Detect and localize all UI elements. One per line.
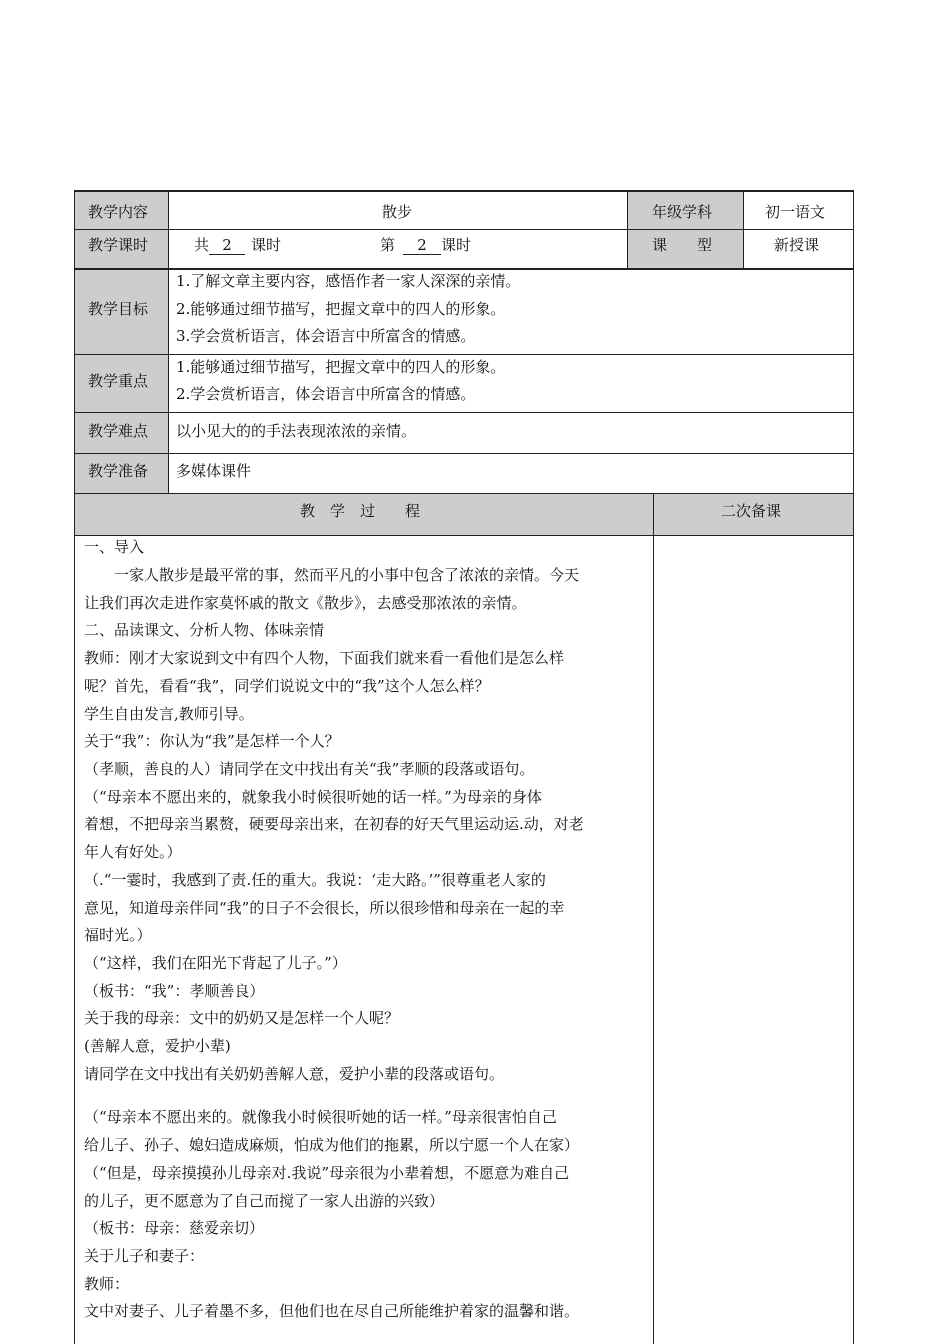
type-label: 课 型 [652, 236, 713, 254]
goal-item: 2.能够通过细节描写，把握文章中的四人的形象。 [176, 300, 506, 318]
keypoint-item: 1.能够通过细节描写，把握文章中的四人的形象。 [176, 358, 506, 376]
process-line: 让我们再次走进作家莫怀戚的散文《散步》，去感受那浓浓的亲情。 [84, 594, 527, 612]
difficulty-label: 教学难点 [88, 422, 149, 440]
process-line: （“但是，母亲摸摸孙儿母亲对.我说”母亲很为小辈着想，不愿意为难自己 [84, 1164, 570, 1182]
process-line: 关于我的母亲：文中的奶奶又是怎样一个人呢？ [84, 1009, 400, 1027]
process-line: （.“一霎时，我感到了责.任的重大。我说：‘走大路。’”很尊重老人家的 [84, 871, 546, 889]
process-line: 关于“我”：你认为“我”是怎样一个人？ [84, 732, 340, 750]
type-value: 新授课 [774, 236, 820, 254]
hours-current-suffix: 课时 [441, 236, 472, 254]
second-prep-label: 二次备课 [721, 502, 782, 520]
goals-label: 教学目标 [88, 300, 149, 318]
process-line: （“母亲本不愿出来的。就像我小时候很听她的话一样。”母亲很害怕自己 [84, 1108, 557, 1126]
goal-item: 3.学会赏析语言，体会语言中所富含的情感。 [176, 327, 476, 345]
keypoint-item: 2.学会赏析语言，体会语言中所富含的情感。 [176, 385, 476, 403]
process-line: 给儿子、孙子、媳妇造成麻烦，怕成为他们的拖累，所以宁愿一个人在家） [84, 1136, 580, 1154]
process-line: 一、导入 [84, 538, 145, 556]
process-line: (善解人意，爱护小辈) [84, 1037, 231, 1055]
goal-item: 1.了解文章主要内容，感悟作者一家人深深的亲情。 [176, 272, 521, 290]
process-label: 教 学 过 程 [300, 502, 421, 520]
hours-total-prefix: 共 [194, 236, 210, 254]
process-line: 二、品读课文、分析人物、体味亲情 [84, 621, 325, 639]
process-line: 文中对妻子、儿子着墨不多，但他们也在尽自己所能维护着家的温馨和谐。 [84, 1302, 580, 1320]
process-line: 一家人散步是最平常的事，然而平凡的小事中包含了浓浓的亲情。今天 [84, 566, 580, 584]
process-line: （“这样，我们在阳光下背起了儿子。”） [84, 954, 347, 972]
process-line: 请同学在文中找出有关奶奶善解人意，爱护小辈的段落或语句。 [84, 1065, 505, 1083]
difficulty-text: 以小见大的的手法表现浓浓的亲情。 [176, 422, 417, 440]
preparation-label: 教学准备 [88, 462, 149, 480]
process-line: 着想，不把母亲当累赘，硬要母亲出来，在初春的好天气里运动运.动，对老 [84, 815, 584, 833]
process-line: 福时光。） [84, 926, 152, 944]
process-line: （孝顺，善良的人）请同学在文中找出有关“我”孝顺的段落或语句。 [84, 760, 535, 778]
process-line: 年人有好处。） [84, 843, 182, 861]
content-label: 教学内容 [88, 203, 149, 221]
process-line: 学生自由发言,教师引导。 [84, 705, 254, 723]
process-line: 的儿子，更不愿意为了自己而搅了一家人出游的兴致） [84, 1192, 445, 1210]
hours-label: 教学课时 [88, 236, 149, 254]
hours-current-value: 2 [403, 236, 441, 255]
process-line: 教师：刚才大家说到文中有四个人物，下面我们就来看一看他们是怎么样 [84, 649, 565, 667]
process-line: 意见，知道母亲伴同“我”的日子不会很长，所以很珍惜和母亲在一起的幸 [84, 899, 565, 917]
grade-label: 年级学科 [652, 203, 713, 221]
process-line: （板书：母亲：慈爱亲切） [84, 1219, 265, 1237]
process-line: 关于儿子和妻子： [84, 1247, 205, 1265]
preparation-text: 多媒体课件 [176, 462, 252, 480]
process-line: 教师： [84, 1275, 130, 1293]
process-line: （“母亲本不愿出来的，就象我小时候很听她的话一样。”为母亲的身体 [84, 788, 542, 806]
hours-total-value: 2 [209, 236, 245, 255]
keypoints-label: 教学重点 [88, 372, 149, 390]
hours-total [194, 234, 281, 255]
process-line: 呢？首先，看看“我”，同学们说说文中的“我”这个人怎么样？ [84, 677, 490, 695]
hours-current-prefix: 第 [380, 236, 396, 254]
lesson-title: 散步 [382, 203, 413, 221]
hours-total-suffix: 课时 [251, 236, 282, 254]
grade-value: 初一语文 [765, 203, 826, 221]
hours-current [380, 234, 471, 255]
process-line: （板书：“我”：孝顺善良） [84, 982, 265, 1000]
